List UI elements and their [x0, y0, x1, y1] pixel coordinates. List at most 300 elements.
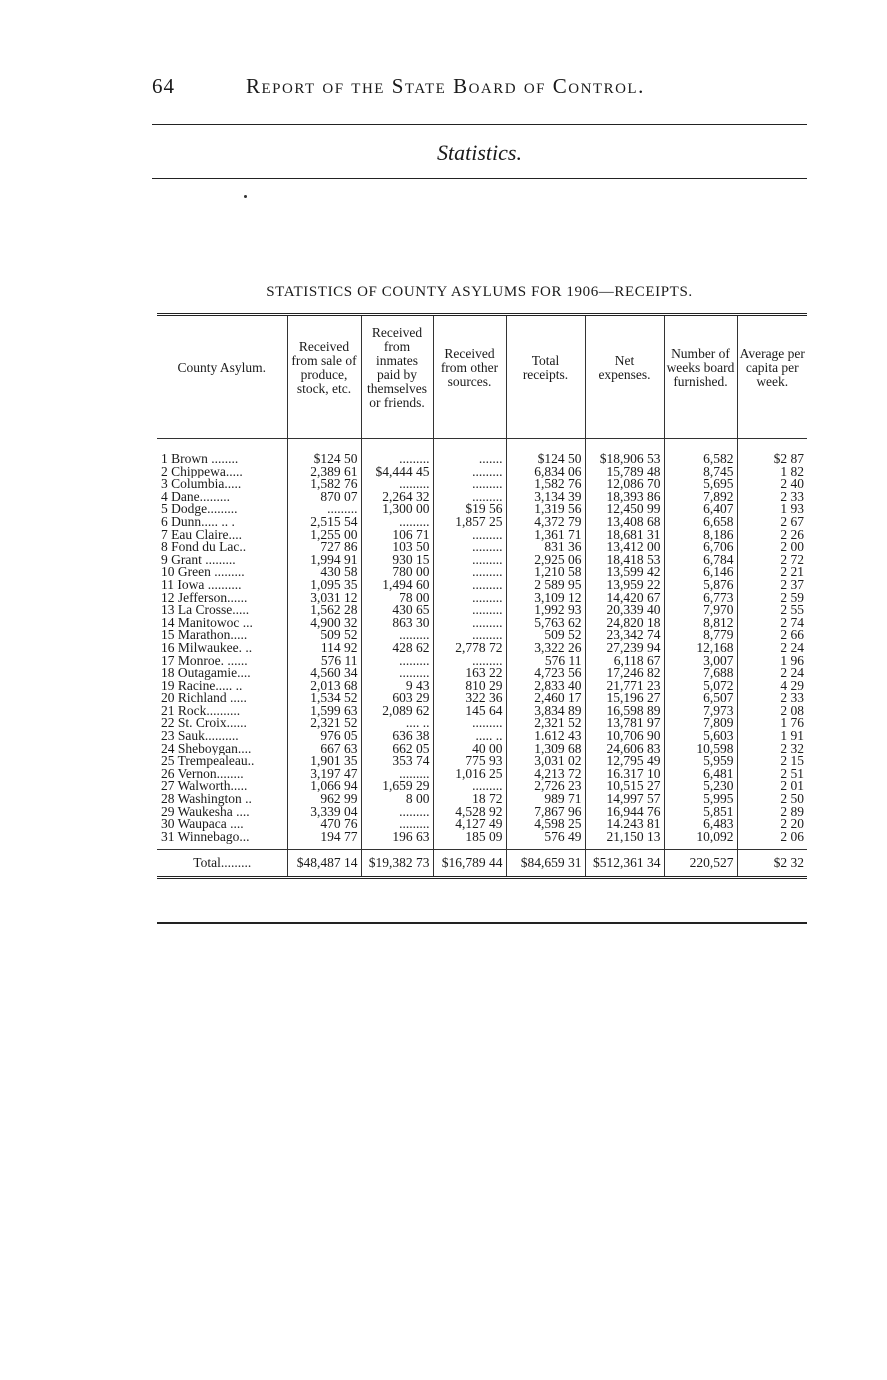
- value-cell: .........: [361, 478, 433, 491]
- county-name-cell: 1 Brown ........: [161, 451, 239, 466]
- value-cell: 2,726 23: [506, 780, 585, 793]
- value-cell: 7,892: [664, 491, 737, 504]
- total-value-cell: $84,659 31: [506, 850, 585, 878]
- value-cell: .........: [361, 806, 433, 819]
- value-cell: 4,528 92: [433, 806, 506, 819]
- value-cell: 14,997 57: [585, 793, 664, 806]
- table-row: [157, 629, 807, 642]
- value-cell: 2 66: [737, 629, 807, 642]
- value-cell: .........: [433, 617, 506, 630]
- value-cell: 353 74: [361, 755, 433, 768]
- table-row: [157, 592, 807, 605]
- value-cell: 3,134 39: [506, 491, 585, 504]
- value-cell: .........: [433, 491, 506, 504]
- value-cell: 576 49: [506, 831, 585, 850]
- value-cell: .........: [361, 818, 433, 831]
- value-cell: 810 29: [433, 680, 506, 693]
- value-cell: 18 72: [433, 793, 506, 806]
- value-cell: .........: [361, 768, 433, 781]
- value-cell: 185 09: [433, 831, 506, 850]
- county-name-cell: 13 La Crosse.....: [161, 604, 250, 617]
- table-row: [157, 566, 807, 579]
- value-cell: .........: [361, 629, 433, 642]
- value-cell: 780 00: [361, 566, 433, 579]
- value-cell: 2,778 72: [433, 642, 506, 655]
- value-cell: .........: [287, 503, 361, 516]
- table-row: [157, 579, 807, 592]
- value-cell: 15,789 48: [585, 466, 664, 479]
- value-cell: .........: [433, 592, 506, 605]
- value-cell: 24,820 18: [585, 617, 664, 630]
- page-number: 64: [152, 74, 175, 98]
- value-cell: 1,994 91: [287, 554, 361, 567]
- value-cell: 2 55: [737, 604, 807, 617]
- value-cell: 10,598: [664, 743, 737, 756]
- value-cell: 6,658: [664, 516, 737, 529]
- value-cell: 6,481: [664, 768, 737, 781]
- county-name-cell: 17 Monroe. ......: [161, 654, 248, 668]
- value-cell: 1,562 28: [287, 604, 361, 617]
- county-name-cell: 30 Waupaca ....: [161, 818, 244, 831]
- value-cell: .........: [433, 655, 506, 668]
- county-name-cell: 16 Milwaukee. ..: [161, 641, 253, 655]
- value-cell: 3,834 89: [506, 705, 585, 718]
- value-cell: 5,851: [664, 806, 737, 819]
- county-name-cell: 15 Marathon.....: [161, 629, 248, 642]
- value-cell: 7,970: [664, 604, 737, 617]
- value-cell: .........: [433, 566, 506, 579]
- value-cell: 662 05: [361, 743, 433, 756]
- county-name-cell: 5 Dodge.........: [161, 503, 238, 516]
- value-cell: 470 76: [287, 818, 361, 831]
- value-cell: 4,372 79: [506, 516, 585, 529]
- county-name-cell: 7 Eau Claire....: [161, 528, 242, 542]
- county-name-cell: 23 Sauk..........: [161, 730, 239, 743]
- value-cell: 1,361 71: [506, 529, 585, 542]
- table-body: [157, 439, 807, 850]
- value-cell: 1,582 76: [287, 478, 361, 491]
- table-row: [157, 554, 807, 567]
- value-cell: 1,319 56: [506, 503, 585, 516]
- header-rule: [152, 124, 807, 125]
- value-cell: 18,418 53: [585, 554, 664, 567]
- value-cell: 1 76: [737, 717, 807, 730]
- county-name-cell: 14 Manitowoc ...: [161, 616, 253, 630]
- value-cell: 4,213 72: [506, 768, 585, 781]
- value-cell: $124 50: [287, 439, 361, 466]
- county-name-cell: 3 Columbia.....: [161, 478, 242, 491]
- table-row: [157, 667, 807, 680]
- county-name-cell: 24 Sheboygan....: [161, 742, 252, 756]
- table-row: [157, 529, 807, 542]
- value-cell: 194 77: [287, 831, 361, 850]
- value-cell: 989 71: [506, 793, 585, 806]
- value-cell: 1 96: [737, 655, 807, 668]
- value-cell: .........: [433, 604, 506, 617]
- value-cell: 7,973: [664, 705, 737, 718]
- value-cell: .... ..: [361, 717, 433, 730]
- table-row: [157, 743, 807, 756]
- value-cell: .........: [361, 439, 433, 466]
- total-value-cell: $512,361 34: [585, 850, 664, 878]
- county-name-cell: 19 Racine..... ..: [161, 679, 243, 693]
- table-row: [157, 793, 807, 806]
- value-cell: 727 86: [287, 541, 361, 554]
- county-name-cell: 9 Grant .........: [161, 553, 236, 567]
- value-cell: .........: [433, 541, 506, 554]
- value-cell: 6,706: [664, 541, 737, 554]
- value-cell: 1,016 25: [433, 768, 506, 781]
- value-cell: 2 50: [737, 793, 807, 806]
- value-cell: 1,255 00: [287, 529, 361, 542]
- value-cell: .........: [433, 717, 506, 730]
- value-cell: 5,876: [664, 579, 737, 592]
- value-cell: 2 33: [737, 692, 807, 705]
- value-cell: 8,186: [664, 529, 737, 542]
- value-cell: 1.612 43: [506, 730, 585, 743]
- table-row: [157, 617, 807, 630]
- value-cell: 5,230: [664, 780, 737, 793]
- value-cell: 23,342 74: [585, 629, 664, 642]
- value-cell: 78 00: [361, 592, 433, 605]
- value-cell: 2,013 68: [287, 680, 361, 693]
- table-row: [157, 466, 807, 479]
- value-cell: 2 589 95: [506, 579, 585, 592]
- value-cell: 3,031 12: [287, 592, 361, 605]
- value-cell: 1,066 94: [287, 780, 361, 793]
- value-cell: 576 11: [287, 655, 361, 668]
- value-cell: .........: [433, 554, 506, 567]
- table-row: [157, 755, 807, 768]
- county-name-cell: 21 Rock..........: [161, 704, 241, 718]
- value-cell: 9 43: [361, 680, 433, 693]
- value-cell: 13,959 22: [585, 579, 664, 592]
- value-cell: 428 62: [361, 642, 433, 655]
- value-cell: 1,599 63: [287, 705, 361, 718]
- value-cell: 40 00: [433, 743, 506, 756]
- value-cell: 4 29: [737, 680, 807, 693]
- value-cell: 2,321 52: [506, 717, 585, 730]
- value-cell: 2 59: [737, 592, 807, 605]
- value-cell: 2,264 32: [361, 491, 433, 504]
- value-cell: 2 67: [737, 516, 807, 529]
- value-cell: 863 30: [361, 617, 433, 630]
- value-cell: 12,450 99: [585, 503, 664, 516]
- value-cell: 12,795 49: [585, 755, 664, 768]
- column-header: Received from inmates paid by themselves or friends.: [361, 315, 433, 439]
- county-name-cell: 11 Iowa ..........: [161, 578, 242, 592]
- value-cell: 5,695: [664, 478, 737, 491]
- value-cell: 509 52: [506, 629, 585, 642]
- value-cell: 2,460 17: [506, 692, 585, 705]
- column-header: Number of weeks board furnished.: [664, 315, 737, 439]
- value-cell: 6,118 67: [585, 655, 664, 668]
- value-cell: 1 91: [737, 730, 807, 743]
- value-cell: 2,515 54: [287, 516, 361, 529]
- value-cell: 930 15: [361, 554, 433, 567]
- value-cell: 103 50: [361, 541, 433, 554]
- value-cell: 163 22: [433, 667, 506, 680]
- value-cell: 1,901 35: [287, 755, 361, 768]
- value-cell: 1,659 29: [361, 780, 433, 793]
- value-cell: 7,809: [664, 717, 737, 730]
- county-name-cell: 2 Chippewa.....: [161, 465, 243, 479]
- value-cell: .........: [433, 579, 506, 592]
- column-header: County Asylum.: [157, 315, 287, 439]
- running-title: Report of the State Board of Control.: [246, 74, 645, 98]
- value-cell: 6,834 06: [506, 466, 585, 479]
- value-cell: 2 08: [737, 705, 807, 718]
- total-value-cell: $2 32: [737, 850, 807, 878]
- value-cell: 8,812: [664, 617, 737, 630]
- value-cell: .........: [433, 466, 506, 479]
- value-cell: 3,339 04: [287, 806, 361, 819]
- table-row: [157, 717, 807, 730]
- value-cell: 1,857 25: [433, 516, 506, 529]
- value-cell: 14.243 81: [585, 818, 664, 831]
- value-cell: 10,515 27: [585, 780, 664, 793]
- value-cell: 17,246 82: [585, 667, 664, 680]
- value-cell: 20,339 40: [585, 604, 664, 617]
- table-row: [157, 478, 807, 491]
- column-header: Total receipts.: [506, 315, 585, 439]
- value-cell: 2 01: [737, 780, 807, 793]
- value-cell: 2 06: [737, 831, 807, 850]
- value-cell: 2,925 06: [506, 554, 585, 567]
- value-cell: 1,992 93: [506, 604, 585, 617]
- value-cell: 667 63: [287, 743, 361, 756]
- value-cell: 2,833 40: [506, 680, 585, 693]
- value-cell: 2 37: [737, 579, 807, 592]
- value-cell: 16.317 10: [585, 768, 664, 781]
- value-cell: 3,007: [664, 655, 737, 668]
- value-cell: 1,095 35: [287, 579, 361, 592]
- value-cell: 5,763 62: [506, 617, 585, 630]
- value-cell: 5,995: [664, 793, 737, 806]
- value-cell: 2 72: [737, 554, 807, 567]
- value-cell: 2,089 62: [361, 705, 433, 718]
- value-cell: 430 65: [361, 604, 433, 617]
- county-name-cell: 12 Jefferson......: [161, 591, 248, 605]
- value-cell: 962 99: [287, 793, 361, 806]
- value-cell: 636 38: [361, 730, 433, 743]
- stray-mark: [244, 195, 247, 198]
- value-cell: 2 89: [737, 806, 807, 819]
- county-name-cell: 25 Trempealeau..: [161, 755, 255, 768]
- table-title: STATISTICS OF COUNTY ASYLUMS FOR 1906—RECEIPTS.: [266, 284, 693, 300]
- table-row: [157, 439, 807, 466]
- value-cell: $4,444 45: [361, 466, 433, 479]
- value-cell: 4,900 32: [287, 617, 361, 630]
- table-row: [157, 705, 807, 718]
- value-cell: 6,582: [664, 439, 737, 466]
- value-cell: 12,086 70: [585, 478, 664, 491]
- column-header: Average per capita per week.: [737, 315, 807, 439]
- county-name-cell: 20 Richland .....: [161, 692, 247, 705]
- value-cell: 2 40: [737, 478, 807, 491]
- county-name-cell: 28 Washington ..: [161, 793, 252, 806]
- table-row: [157, 541, 807, 554]
- value-cell: 1,582 76: [506, 478, 585, 491]
- value-cell: 1 93: [737, 503, 807, 516]
- value-cell: $2 87: [737, 439, 807, 466]
- table-row: [157, 604, 807, 617]
- value-cell: 13,412 00: [585, 541, 664, 554]
- total-value-cell: $48,487 14: [287, 850, 361, 878]
- table-row: [157, 818, 807, 831]
- value-cell: 14,420 67: [585, 592, 664, 605]
- table-bottom-rule: [157, 922, 807, 924]
- value-cell: 2 15: [737, 755, 807, 768]
- table-row: [157, 680, 807, 693]
- value-cell: 7,688: [664, 667, 737, 680]
- value-cell: 322 36: [433, 692, 506, 705]
- value-cell: 106 71: [361, 529, 433, 542]
- value-cell: 2,389 61: [287, 466, 361, 479]
- value-cell: 21,150 13: [585, 831, 664, 850]
- value-cell: .........: [361, 655, 433, 668]
- table-row: [157, 642, 807, 655]
- table-row: [157, 768, 807, 781]
- value-cell: 5,603: [664, 730, 737, 743]
- table-row: [157, 780, 807, 793]
- value-cell: 6,407: [664, 503, 737, 516]
- table-row: [157, 831, 807, 850]
- value-cell: 13,408 68: [585, 516, 664, 529]
- value-cell: 509 52: [287, 629, 361, 642]
- value-cell: 2 24: [737, 642, 807, 655]
- value-cell: 775 93: [433, 755, 506, 768]
- value-cell: 13,599 42: [585, 566, 664, 579]
- table-row: [157, 491, 807, 504]
- total-value-cell: $19,382 73: [361, 850, 433, 878]
- county-name-cell: 29 Waukesha ....: [161, 805, 250, 819]
- value-cell: 8 00: [361, 793, 433, 806]
- value-cell: 2 32: [737, 743, 807, 756]
- county-asylum-table: [157, 313, 807, 879]
- value-cell: 6,483: [664, 818, 737, 831]
- value-cell: 2 74: [737, 617, 807, 630]
- value-cell: 4,723 56: [506, 667, 585, 680]
- value-cell: .........: [361, 516, 433, 529]
- value-cell: ..... ..: [433, 730, 506, 743]
- value-cell: 1,210 58: [506, 566, 585, 579]
- total-label-cell: Total.........: [157, 850, 287, 878]
- value-cell: 6,773: [664, 592, 737, 605]
- table-row: [157, 730, 807, 743]
- value-cell: 5,959: [664, 755, 737, 768]
- county-name-cell: 31 Winnebago...: [161, 830, 250, 844]
- value-cell: 4,598 25: [506, 818, 585, 831]
- value-cell: 3,031 02: [506, 755, 585, 768]
- total-value-cell: 220,527: [664, 850, 737, 878]
- value-cell: 6,784: [664, 554, 737, 567]
- value-cell: 576 11: [506, 655, 585, 668]
- value-cell: 7,867 96: [506, 806, 585, 819]
- value-cell: 430 58: [287, 566, 361, 579]
- value-cell: 145 64: [433, 705, 506, 718]
- value-cell: 1,494 60: [361, 579, 433, 592]
- value-cell: 3,197 47: [287, 768, 361, 781]
- value-cell: 2 51: [737, 768, 807, 781]
- section-title: Statistics.: [437, 140, 522, 165]
- county-name-cell: 4 Dane.........: [161, 490, 230, 504]
- value-cell: 16,944 76: [585, 806, 664, 819]
- value-cell: 6,146: [664, 566, 737, 579]
- value-cell: .......: [433, 439, 506, 466]
- value-cell: .........: [433, 478, 506, 491]
- value-cell: 114 92: [287, 642, 361, 655]
- value-cell: 1,300 00: [361, 503, 433, 516]
- value-cell: 603 29: [361, 692, 433, 705]
- value-cell: 8,779: [664, 629, 737, 642]
- value-cell: 3,109 12: [506, 592, 585, 605]
- value-cell: 27,239 94: [585, 642, 664, 655]
- value-cell: 10,092: [664, 831, 737, 850]
- column-header: Received from sale of produce, stock, etc.: [287, 315, 361, 439]
- value-cell: 2 21: [737, 566, 807, 579]
- column-header: Net expenses.: [585, 315, 664, 439]
- value-cell: 2 20: [737, 818, 807, 831]
- value-cell: 8,745: [664, 466, 737, 479]
- value-cell: 831 36: [506, 541, 585, 554]
- value-cell: .........: [433, 529, 506, 542]
- value-cell: 16,598 89: [585, 705, 664, 718]
- county-name-cell: 27 Walworth.....: [161, 780, 248, 794]
- county-name-cell: 10 Green .........: [161, 566, 245, 579]
- value-cell: .........: [361, 667, 433, 680]
- value-cell: 1,534 52: [287, 692, 361, 705]
- value-cell: 21,771 23: [585, 680, 664, 693]
- value-cell: 2,321 52: [287, 717, 361, 730]
- column-header: Received from other sources.: [433, 315, 506, 439]
- value-cell: 15,196 27: [585, 692, 664, 705]
- total-value-cell: $16,789 44: [433, 850, 506, 878]
- table-row: [157, 806, 807, 819]
- value-cell: $19 56: [433, 503, 506, 516]
- county-name-cell: 8 Fond du Lac..: [161, 541, 247, 554]
- value-cell: 13,781 97: [585, 717, 664, 730]
- value-cell: 12,168: [664, 642, 737, 655]
- county-name-cell: 6 Dunn..... .. .: [161, 515, 235, 529]
- county-name-cell: 26 Vernon........: [161, 767, 244, 781]
- value-cell: 870 07: [287, 491, 361, 504]
- value-cell: $18,906 53: [585, 439, 664, 466]
- value-cell: 5,072: [664, 680, 737, 693]
- value-cell: .........: [433, 780, 506, 793]
- value-cell: 4,127 49: [433, 818, 506, 831]
- value-cell: 1,309 68: [506, 743, 585, 756]
- table-row: [157, 655, 807, 668]
- county-name-cell: 18 Outagamie....: [161, 667, 251, 680]
- table-row: [157, 692, 807, 705]
- value-cell: 3,322 26: [506, 642, 585, 655]
- value-cell: 2 33: [737, 491, 807, 504]
- value-cell: $124 50: [506, 439, 585, 466]
- value-cell: 1 82: [737, 466, 807, 479]
- table-row: [157, 516, 807, 529]
- table-row: [157, 503, 807, 516]
- value-cell: 2 24: [737, 667, 807, 680]
- table-total-row: [157, 850, 807, 878]
- county-name-cell: 22 St. Croix......: [161, 717, 247, 731]
- value-cell: 2 00: [737, 541, 807, 554]
- value-cell: 18,393 86: [585, 491, 664, 504]
- value-cell: 24,606 83: [585, 743, 664, 756]
- value-cell: 4,560 34: [287, 667, 361, 680]
- section-rule: [152, 178, 807, 179]
- value-cell: .........: [433, 629, 506, 642]
